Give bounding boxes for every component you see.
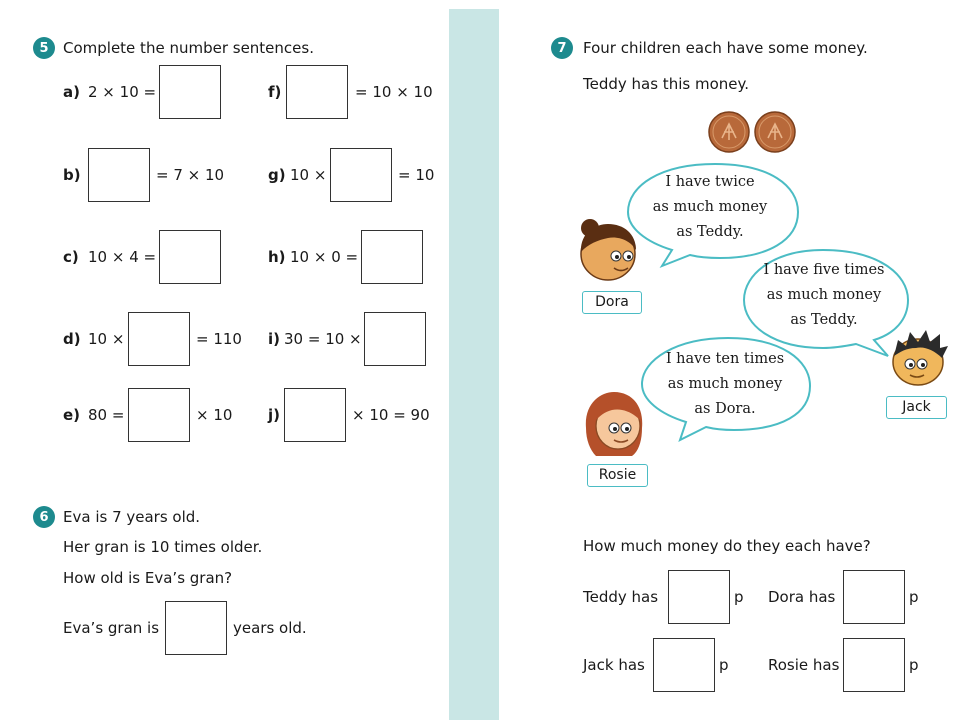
teddy-answer-unit: p: [734, 588, 744, 606]
jack-name-tag: Jack: [886, 396, 947, 419]
jack-bubble-line-3: as Teddy.: [790, 312, 858, 328]
dora-answer-box[interactable]: [843, 570, 905, 624]
dora-name-tag: Dora: [582, 291, 642, 314]
rosie-answer-prefix: Rosie has: [768, 656, 840, 674]
rosie-bubble-line-3: as Dora.: [694, 401, 756, 417]
q5-g-expression-left: 10 ×: [290, 166, 327, 184]
question-5-title: Complete the number sentences.: [63, 39, 314, 57]
teddy-answer-prefix: Teddy has: [583, 588, 659, 606]
q5-b-label: b): [63, 166, 81, 184]
rosie-bubble-line-2: as much money: [667, 376, 783, 392]
jack-answer-box[interactable]: [653, 638, 715, 692]
q5-c-answer-box[interactable]: [159, 230, 221, 284]
q5-g-label: g): [268, 166, 286, 184]
question-7-title: Four children each have some money.: [583, 39, 868, 57]
dora-face-icon: [574, 216, 644, 284]
q5-j-answer-box[interactable]: [284, 388, 346, 442]
q5-b-answer-box[interactable]: [88, 148, 150, 202]
q6-line-3: How old is Eva’s gran?: [63, 569, 233, 587]
q6-answer-prefix: Eva’s gran is: [63, 619, 160, 637]
q5-e-answer-box[interactable]: [128, 388, 190, 442]
q5-h-expression: 10 × 0 =: [290, 248, 359, 266]
q6-answer-box[interactable]: [165, 601, 227, 655]
q5-e-expression-right: × 10: [196, 406, 233, 424]
q5-d-expression-right: = 110: [196, 330, 242, 348]
rosie-name-tag: Rosie: [587, 464, 648, 487]
penny-coin-icon: [709, 112, 749, 152]
page-divider: [449, 9, 499, 720]
rosie-answer-box[interactable]: [843, 638, 905, 692]
jack-face-icon: [888, 326, 952, 388]
jack-bubble-line-2: as much money: [766, 287, 882, 303]
dora-bubble-line-2: as much money: [652, 199, 768, 215]
q5-d-label: d): [63, 330, 81, 348]
q5-a-expression: 2 × 10 =: [88, 83, 157, 101]
q5-b-expression: = 7 × 10: [156, 166, 225, 184]
q5-j-expression: × 10 = 90: [352, 406, 430, 424]
rosie-bubble-line-1: I have ten times: [665, 351, 785, 367]
q5-d-answer-box[interactable]: [128, 312, 190, 366]
q5-i-answer-box[interactable]: [364, 312, 426, 366]
question-6-number: 6: [33, 506, 55, 528]
question-7-number: 7: [551, 37, 573, 59]
q5-i-expression: 30 = 10 ×: [284, 330, 362, 348]
penny-coin-icon: [755, 112, 795, 152]
q6-line-2: Her gran is 10 times older.: [63, 538, 263, 556]
q5-f-answer-box[interactable]: [286, 65, 348, 119]
jack-answer-unit: p: [719, 656, 729, 674]
dora-answer-prefix: Dora has: [768, 588, 836, 606]
rosie-answer-unit: p: [909, 656, 919, 674]
q5-i-label: i): [268, 330, 280, 348]
penny-coins: [706, 108, 798, 156]
jack-answer-prefix: Jack has: [583, 656, 645, 674]
rosie-face-icon: [582, 388, 646, 460]
jack-bubble-line-1: I have five times: [763, 262, 885, 278]
q5-g-answer-box[interactable]: [330, 148, 392, 202]
q5-f-label: f): [268, 83, 282, 101]
q5-h-label: h): [268, 248, 286, 266]
dora-answer-unit: p: [909, 588, 919, 606]
q5-e-label: e): [63, 406, 81, 424]
q7-question: How much money do they each have?: [583, 537, 871, 555]
q5-a-answer-box[interactable]: [159, 65, 221, 119]
q5-d-expression-left: 10 ×: [88, 330, 125, 348]
q5-e-expression-left: 80 =: [88, 406, 125, 424]
question-5-number: 5: [33, 37, 55, 59]
dora-bubble-line-3: as Teddy.: [676, 224, 744, 240]
q5-a-label: a): [63, 83, 80, 101]
q5-g-expression-right: = 10: [398, 166, 435, 184]
teddy-answer-box[interactable]: [668, 570, 730, 624]
q5-c-label: c): [63, 248, 79, 266]
q7-teddy-line: Teddy has this money.: [583, 75, 749, 93]
q5-f-expression: = 10 × 10: [355, 83, 433, 101]
dora-bubble-line-1: I have twice: [665, 174, 755, 190]
q5-h-answer-box[interactable]: [361, 230, 423, 284]
q5-c-expression: 10 × 4 =: [88, 248, 157, 266]
q6-answer-suffix: years old.: [233, 619, 307, 637]
q5-j-label: j): [268, 406, 280, 424]
q6-line-1: Eva is 7 years old.: [63, 508, 201, 526]
